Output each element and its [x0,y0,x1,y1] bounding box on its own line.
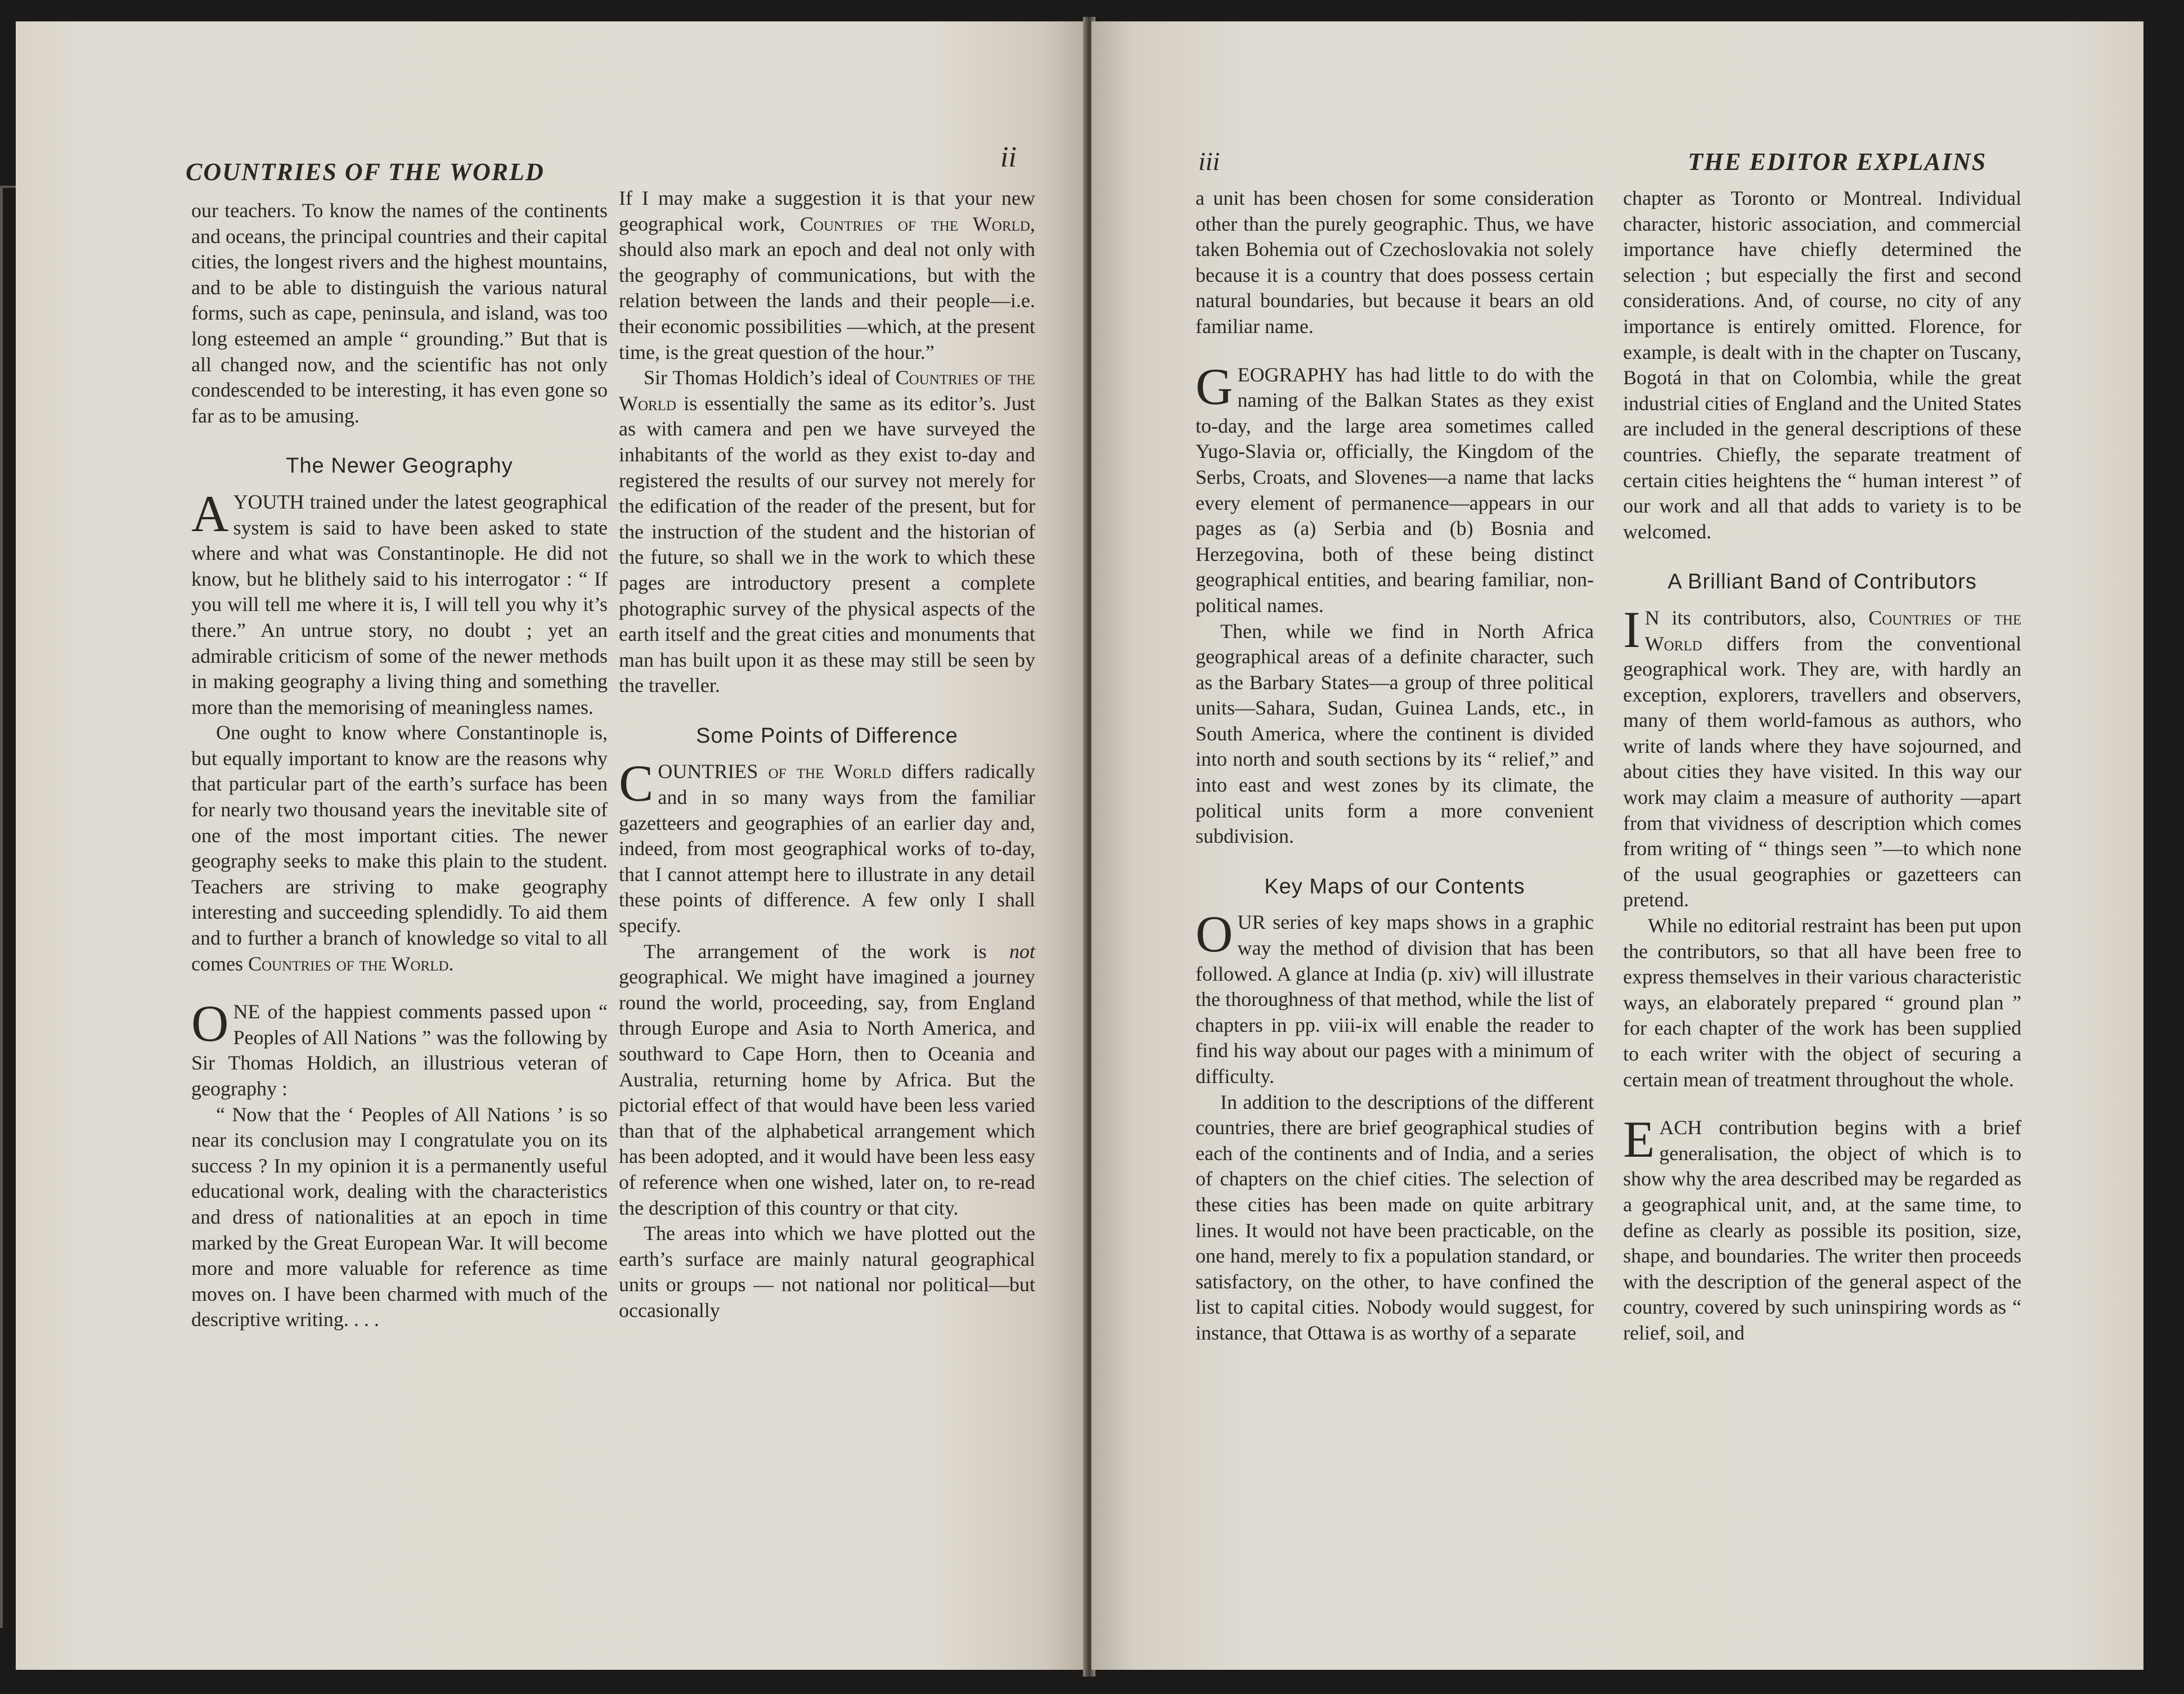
left-column-2 [619,186,1035,1324]
paragraph: I N its contributors, also, Countries of the World differs from the conventional geographical work. They are, with hardly an exception, explorers, travellers and observers, many of them world-famous as authors, who write of lands where they have sojourned, and about cities they have visited. In this way our work may claim a measure of authority —apart from that vividness of description which comes from writing of “ things seen ”—to which none of the usual geographies or gazetteers can pretend. [1623,600,2021,911]
drop-cap: C [619,754,654,812]
paragraph: The areas into which we have plotted out the earth’s surface are mainly natural geographical units or groups — not national nor political—but occasionally [619,1222,1035,1322]
paragraph: a unit has been chosen for some consideration other than the purely geographic. Thus, we have taken Bohemia out of Czechoslovakia not solely because it is a country that does possess certain natural boundaries, but because it bears an old familiar name. [1196,187,1594,338]
right-column-2 [1623,186,2021,1346]
paragraph: Sir Thomas Holdich’s ideal of Countries of the World is essentially the same as its editor’s. Just as with camera and pen we have surveyed the inhabitants of the world as they exist to-day and registered the results of our survey not merely for the edification of the reader of the present, but for the instruction of the student and the historian of the future, so shall we in the work to which these pages are introductory present a complete photographic survey of the physical aspects of the earth itself and the great cities and monuments that man has built upon it as these may still be seen by the traveller. [619,366,1035,697]
paragraph: The arrangement of the work is not geographical. We might have imagined a journey round the world, proceeding, say, from England through Europe and Asia to North America, and southward to Cape Horn, then to Oceania and Australia, returning home by Africa. But the pictorial effect of that would have been less varied than that of the alphabetical arrangement which has been adopted, and it would have been less easy of reference when one wished, later on, to re-read the description of this country or that city. [619,940,1035,1219]
paragraph: EACH contribution begins with a brief generalisation, the object of which is to show why the area described may be regarded as a geographical unit, and, at the same time, to define as clearly as possible its position, size, shape, and boundaries. The writer then proceeds with the description of the general aspect of the country, covered by such uninspiring words as “ relief, soil, and [1623,1111,2021,1344]
drop-cap: G [1196,357,1233,415]
section-heading: Some Points of Difference [696,724,958,748]
drop-cap: O [1196,905,1233,963]
drop-cap: I [1623,600,1641,658]
section-heading: Key Maps of our Contents [1264,874,1525,898]
paragraph: our teachers. To know the names of the continents and oceans, the principal countries and their capital cities, the longest rivers and the highest mountains, and to be able to distinguish the various natural forms, such as cape, peninsula, and island, was too long esteemed an ample “ grounding.” But that is all changed now, and the scientific has not only condescended to be interesting, it has even gone so far as to be amusing. [191,199,608,427]
paragraph: Then, while we find in North Africa geographical areas of a definite character, such as the Barbary States—a group of three political units—Sahara, Sudan, Guinea Lands, etc., in South America, where the continent is divided into north and south sections by its “ relief,” and into east and west zones by its climate, the political units form a more convenient subdivision. [1196,619,1594,848]
paragraph: In addition to the descriptions of the different countries, there are brief geographical studies of each of the continents and of India, and a series of chapters on the chief cities. The selection of these cities has been made on quite arbitrary lines. It would not have been practicable, on the one hand, merely to fix a population standard, or satisfactory, on the other, to have confined the list to capital cities. Nobody would suggest, for instance, that Ottawa is as worthy of a separate [1196,1090,1594,1344]
paragraph: ONE of the happiest comments passed upon “ Peoples of All Nations ” was the following by Sir Thomas Holdich, an illustrious veteran of geography : [191,995,608,1100]
right-column-1 [1196,186,1594,1346]
paragraph: “ Now that the ‘ Peoples of All Nations ’ is so near its conclusion may I congratulate you on its success ? In my opinion it is a permanently useful educational work, dealing with the characteristics and dress of nationalities at an epoch in time marked by the Great European War. It will become more and more valuable for reference as time moves on. I have been charmed with much of the descriptive writing. . . . [191,1103,608,1331]
right-folio: iii [1198,147,1220,176]
paragraph: COUNTRIES of the World differs radically and in so many ways from the familiar gazetteers and geographies of an earlier day and, indeed, from most geographical works of to-day, that I cannot attempt here to illustrate in any detail these points of difference. A few only I shall specify. [619,754,1036,937]
paragraph: A YOUTH trained under the latest geographical system is said to have been asked to state where and what was Constantinople. He did not know, but he blithely said to his interrogator : “ If you will tell me where it is, I will tell you why it’s there.” An untrue story, no doubt ; yet an admirable criticism of some of the newer methods in making geography a living thing and something more than the memorising of meaningless names. [191,484,608,718]
drop-cap: O [191,995,229,1053]
right-running-head: THE EDITOR EXPLAINS [1688,148,1987,176]
paragraph: If I may make a suggestion it is that your new geographical work, Countries of the World, should also mark an epoch and deal not only with the geography of communications, but with the relation between the lands and their people—i.e. their economic possibilities —which, at the present time, is the great question of the hour.” [619,187,1035,363]
paragraph: While no editorial restraint has been put upon the contributors, so that all have been free to express themselves in their various characteristic ways, an elaborately prepared “ ground plan ” for each chapter of the work has been supplied to each writer with the object of securing a certain mean of treatment throughout the whole. [1623,914,2021,1091]
paragraph: GEOGRAPHY has had little to do with the naming of the Balkan States as they exist to-day, and the large area sometimes called Yugo-Slavia or, officially, the Kingdom of the Serbs, Croats, and Slovenes—a name that lacks every element of permanence—appears in our pages as (a) Serbia and (b) Bosnia and Herzegovina, both of these being distinct geographical entities, and bearing familiar, non-political names. [1196,357,1594,617]
section-heading: A Brilliant Band of Contributors [1668,570,1977,594]
left-column-1 [191,198,608,1333]
left-folio: ii [1000,141,1017,173]
paragraph: chapter as Toronto or Montreal. Individual character, historic association, and commercial importance have chiefly determined the selection ; but especially the first and second considerations. And, of course, no city of any importance is entirely omitted. Florence, for example, is dealt with in the chapter on Tuscany, Bogotá in that on Colombia, while the great industrial cities of England and the United States are included in the general descriptions of these countries. Chiefly, the separate treatment of certain cities heightens the “ human interest ” of our work and all that adds to variety is to be welcomed. [1623,187,2021,543]
left-running-head: COUNTRIES OF THE WORLD [186,158,545,186]
section-heading: The Newer Geography [286,454,513,478]
drop-cap: E [1623,1111,1655,1169]
drop-cap: A [191,484,229,542]
paragraph: One ought to know where Constantinople is, but equally important to know are the reasons why that particular part of the earth’s surface has been for nearly two thousand years the inevitable site of one of the most important cities. The newer geography seeks to make this plain to the student. Teachers are striving to make geography interesting and succeeding splendidly. To aid them and to further a branch of knowledge so vital to all comes Countries of the World. [191,721,608,975]
paragraph: OUR series of key maps shows in a graphic way the method of division that has been followed. A glance at India (p. xiv) will illustrate the thoroughness of that method, while the list of chapters in pp. viii-ix will enable the reader to find his way about our pages with a minimum of difficulty. [1196,905,1594,1088]
